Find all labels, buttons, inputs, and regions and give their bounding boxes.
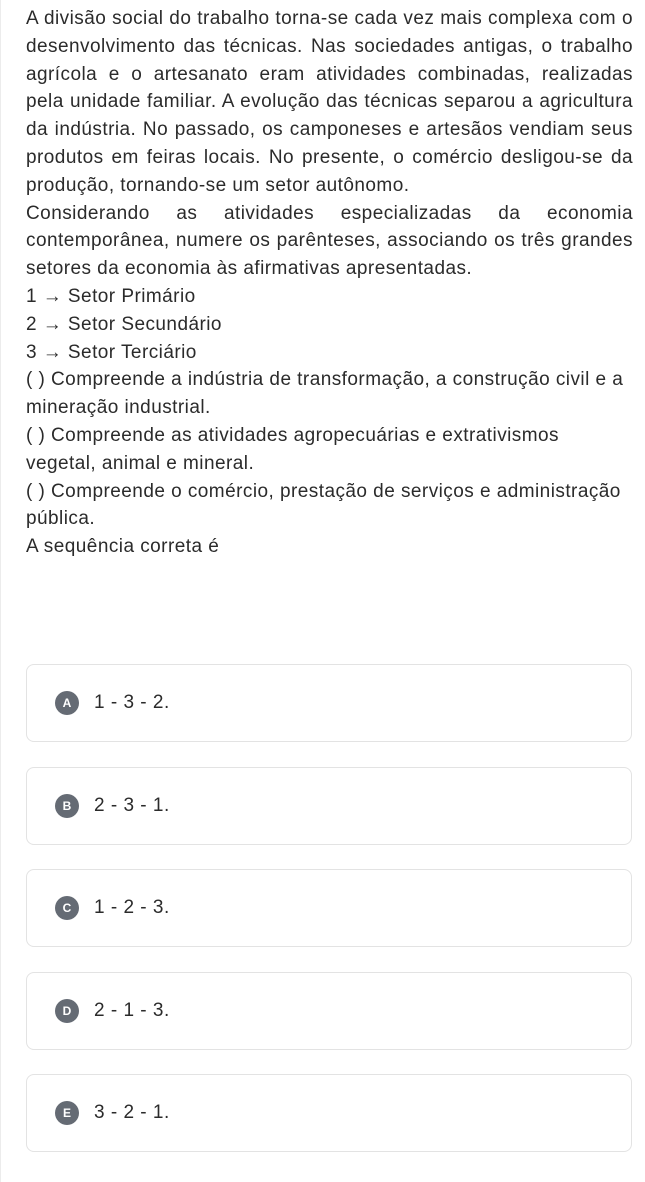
question-prompt: A sequência correta é — [26, 536, 220, 558]
option-text: 3 - 2 - 1. — [94, 1102, 170, 1123]
answer-option-d[interactable] — [26, 972, 632, 1050]
answer-option-e[interactable] — [26, 1074, 632, 1152]
statement-item: ( ) Compreende o comércio, prestação de serviços e administração pública. — [26, 480, 621, 530]
option-text: 1 - 2 - 3. — [94, 897, 170, 918]
question-paragraph-context: A divisão social do trabalho torna-se cada vez mais complexa com o desenvolvimento das técnicas. Nas sociedades antigas, o trabalho agrícola e o artesanato eram atividades combinadas, realizadas pela unidade familiar. A evolução das técnicas separou a agricultura da indústria. No passado, os camponeses e artesãos vendiam seus produtos em feiras locais. No presente, o comércio desligou-se da produção, tornando-se um setor autônomo. — [26, 8, 633, 196]
statement-item: ( ) Compreende a indústria de transformação, a construção civil e a mineração industrial. — [26, 369, 624, 419]
option-letter-badge: D — [55, 999, 79, 1023]
option-text: 2 - 3 - 1. — [94, 794, 170, 816]
answer-option-a[interactable] — [26, 664, 632, 742]
statement-item: ( ) Compreende as atividades agropecuárias e extrativismos vegetal, animal e mineral. — [26, 424, 560, 474]
option-letter-badge: B — [55, 794, 79, 818]
option-letter-badge: A — [55, 691, 79, 715]
question-paragraph-instruction: Considerando as atividades especializadas da economia contemporânea, numere os parênteses, associando os três grandes setores da economia às afirmativas apresentadas. — [26, 202, 633, 280]
answer-option-b[interactable] — [26, 767, 632, 845]
answer-option-c[interactable] — [26, 869, 632, 947]
sector-item-secondary: 2 → Setor Secundário — [26, 313, 222, 335]
question-body — [26, 5, 633, 561]
sector-item-primary: 1 → Setor Primário — [26, 285, 196, 307]
option-text: 1 - 3 - 2. — [94, 692, 170, 713]
answer-options — [26, 664, 632, 1177]
option-letter-badge: E — [55, 1101, 79, 1125]
option-letter-badge: C — [55, 896, 79, 920]
option-text: 2 - 1 - 3. — [94, 999, 170, 1021]
sector-item-tertiary: 3 → Setor Terciário — [26, 341, 197, 363]
